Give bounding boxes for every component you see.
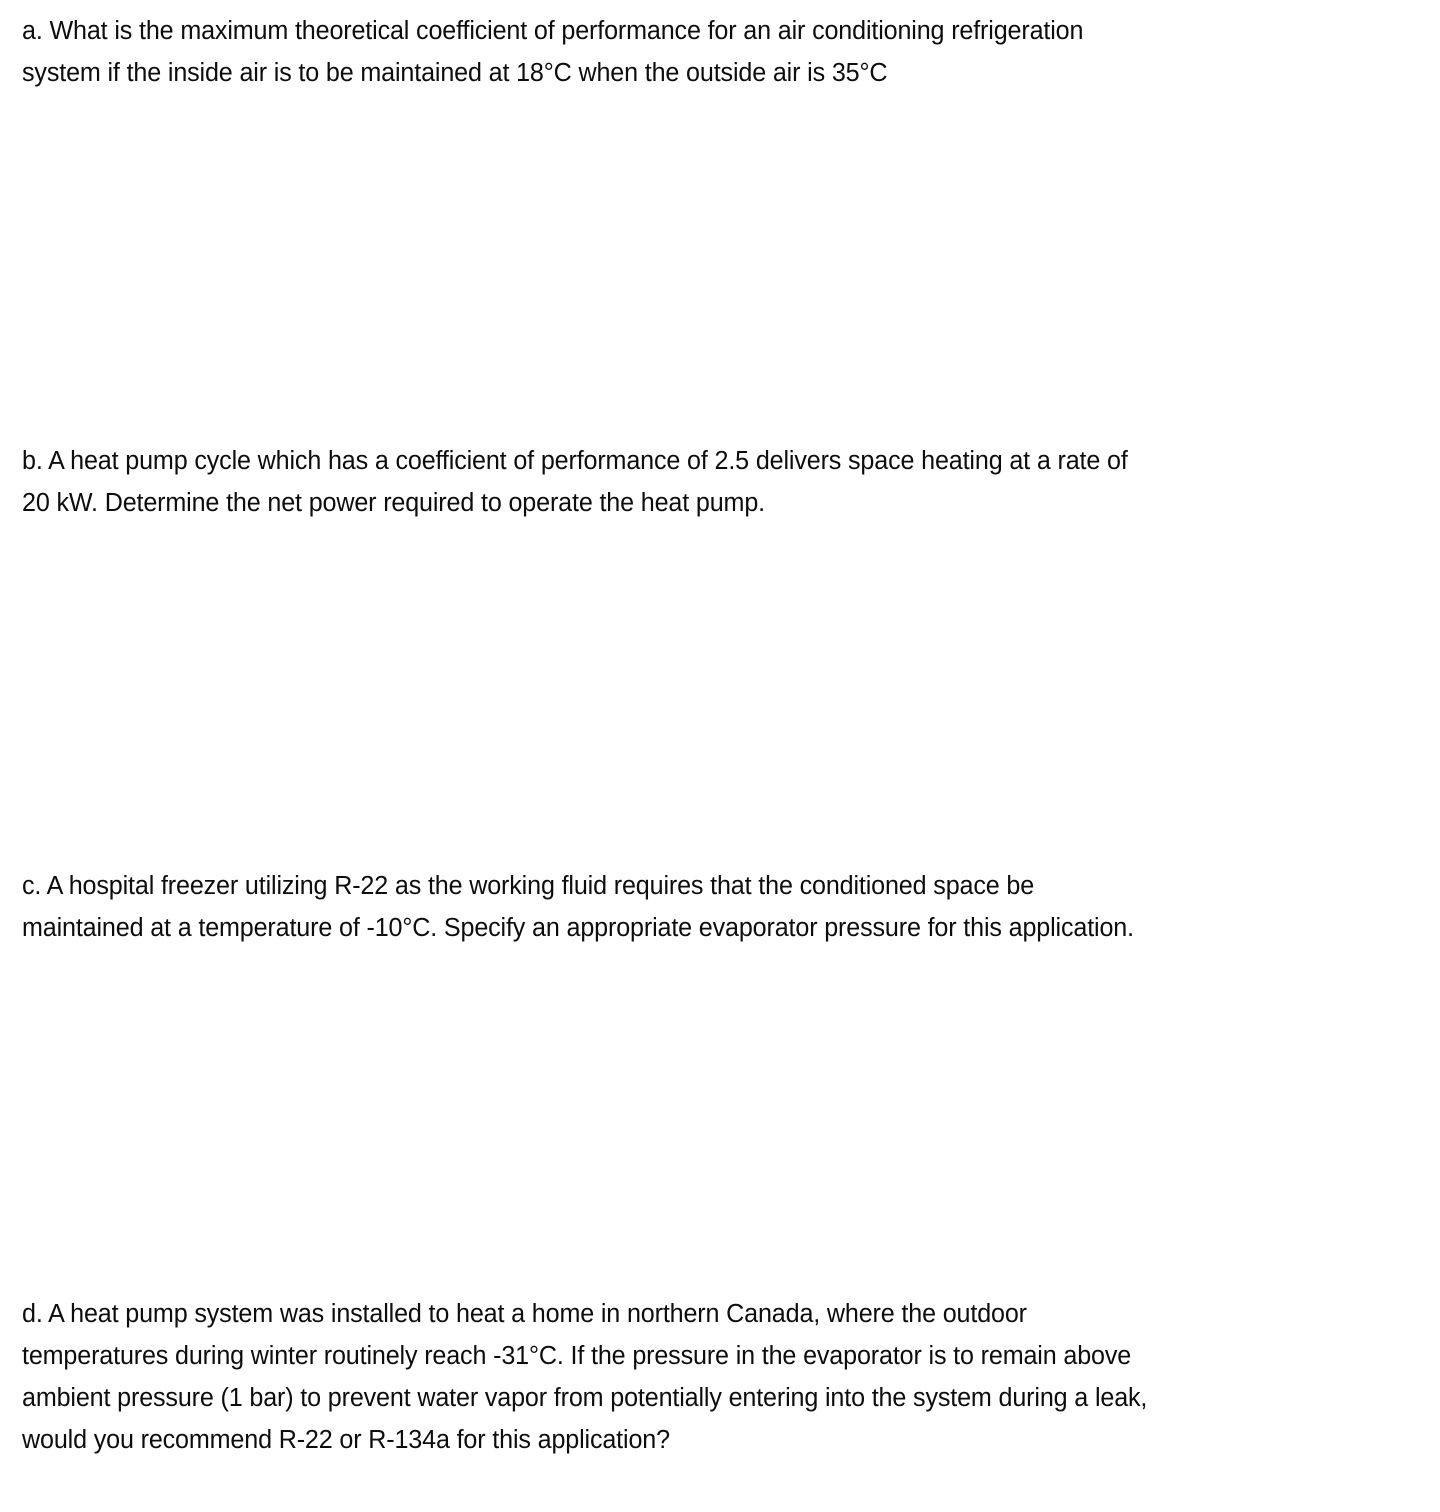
answer-space-a [22, 100, 1440, 430]
question-part-d [22, 1293, 1422, 1461]
question-part-d-line-1: d. A heat pump system was installed to heat a home in northern Canada, where the outdoor [22, 1300, 1027, 1328]
question-part-d-line-3: ambient pressure (1 bar) to prevent water vapor from potentially entering into the system during a leak, [22, 1384, 1148, 1412]
question-part-c [22, 865, 1422, 949]
question-part-a-line-2: system if the inside air is to be maintained at 18°C when the outside air is 35°C [22, 59, 888, 87]
question-part-a-line-1: a. What is the maximum theoretical coefficient of performance for an air conditioning refrigeration [22, 17, 1084, 45]
question-part-b [22, 440, 1422, 524]
answer-space-b [22, 530, 1440, 860]
question-part-b-line-2: 20 kW. Determine the net power required to operate the heat pump. [22, 489, 765, 517]
question-part-a [22, 10, 1422, 94]
question-part-b-line-1: b. A heat pump cycle which has a coefficient of performance of 2.5 delivers space heating at a rate of [22, 447, 1128, 475]
question-part-d-line-4: would you recommend R-22 or R-134a for this application? [22, 1426, 670, 1454]
question-part-c-line-2: maintained at a temperature of -10°C. Specify an appropriate evaporator pressure for this application. [22, 914, 1134, 942]
question-part-d-line-2: temperatures during winter routinely reach -31°C. If the pressure in the evaporator is to remain above [22, 1342, 1132, 1370]
answer-space-c [22, 955, 1440, 1285]
question-part-c-line-1: c. A hospital freezer utilizing R-22 as the working fluid requires that the conditioned space be [22, 872, 1035, 900]
